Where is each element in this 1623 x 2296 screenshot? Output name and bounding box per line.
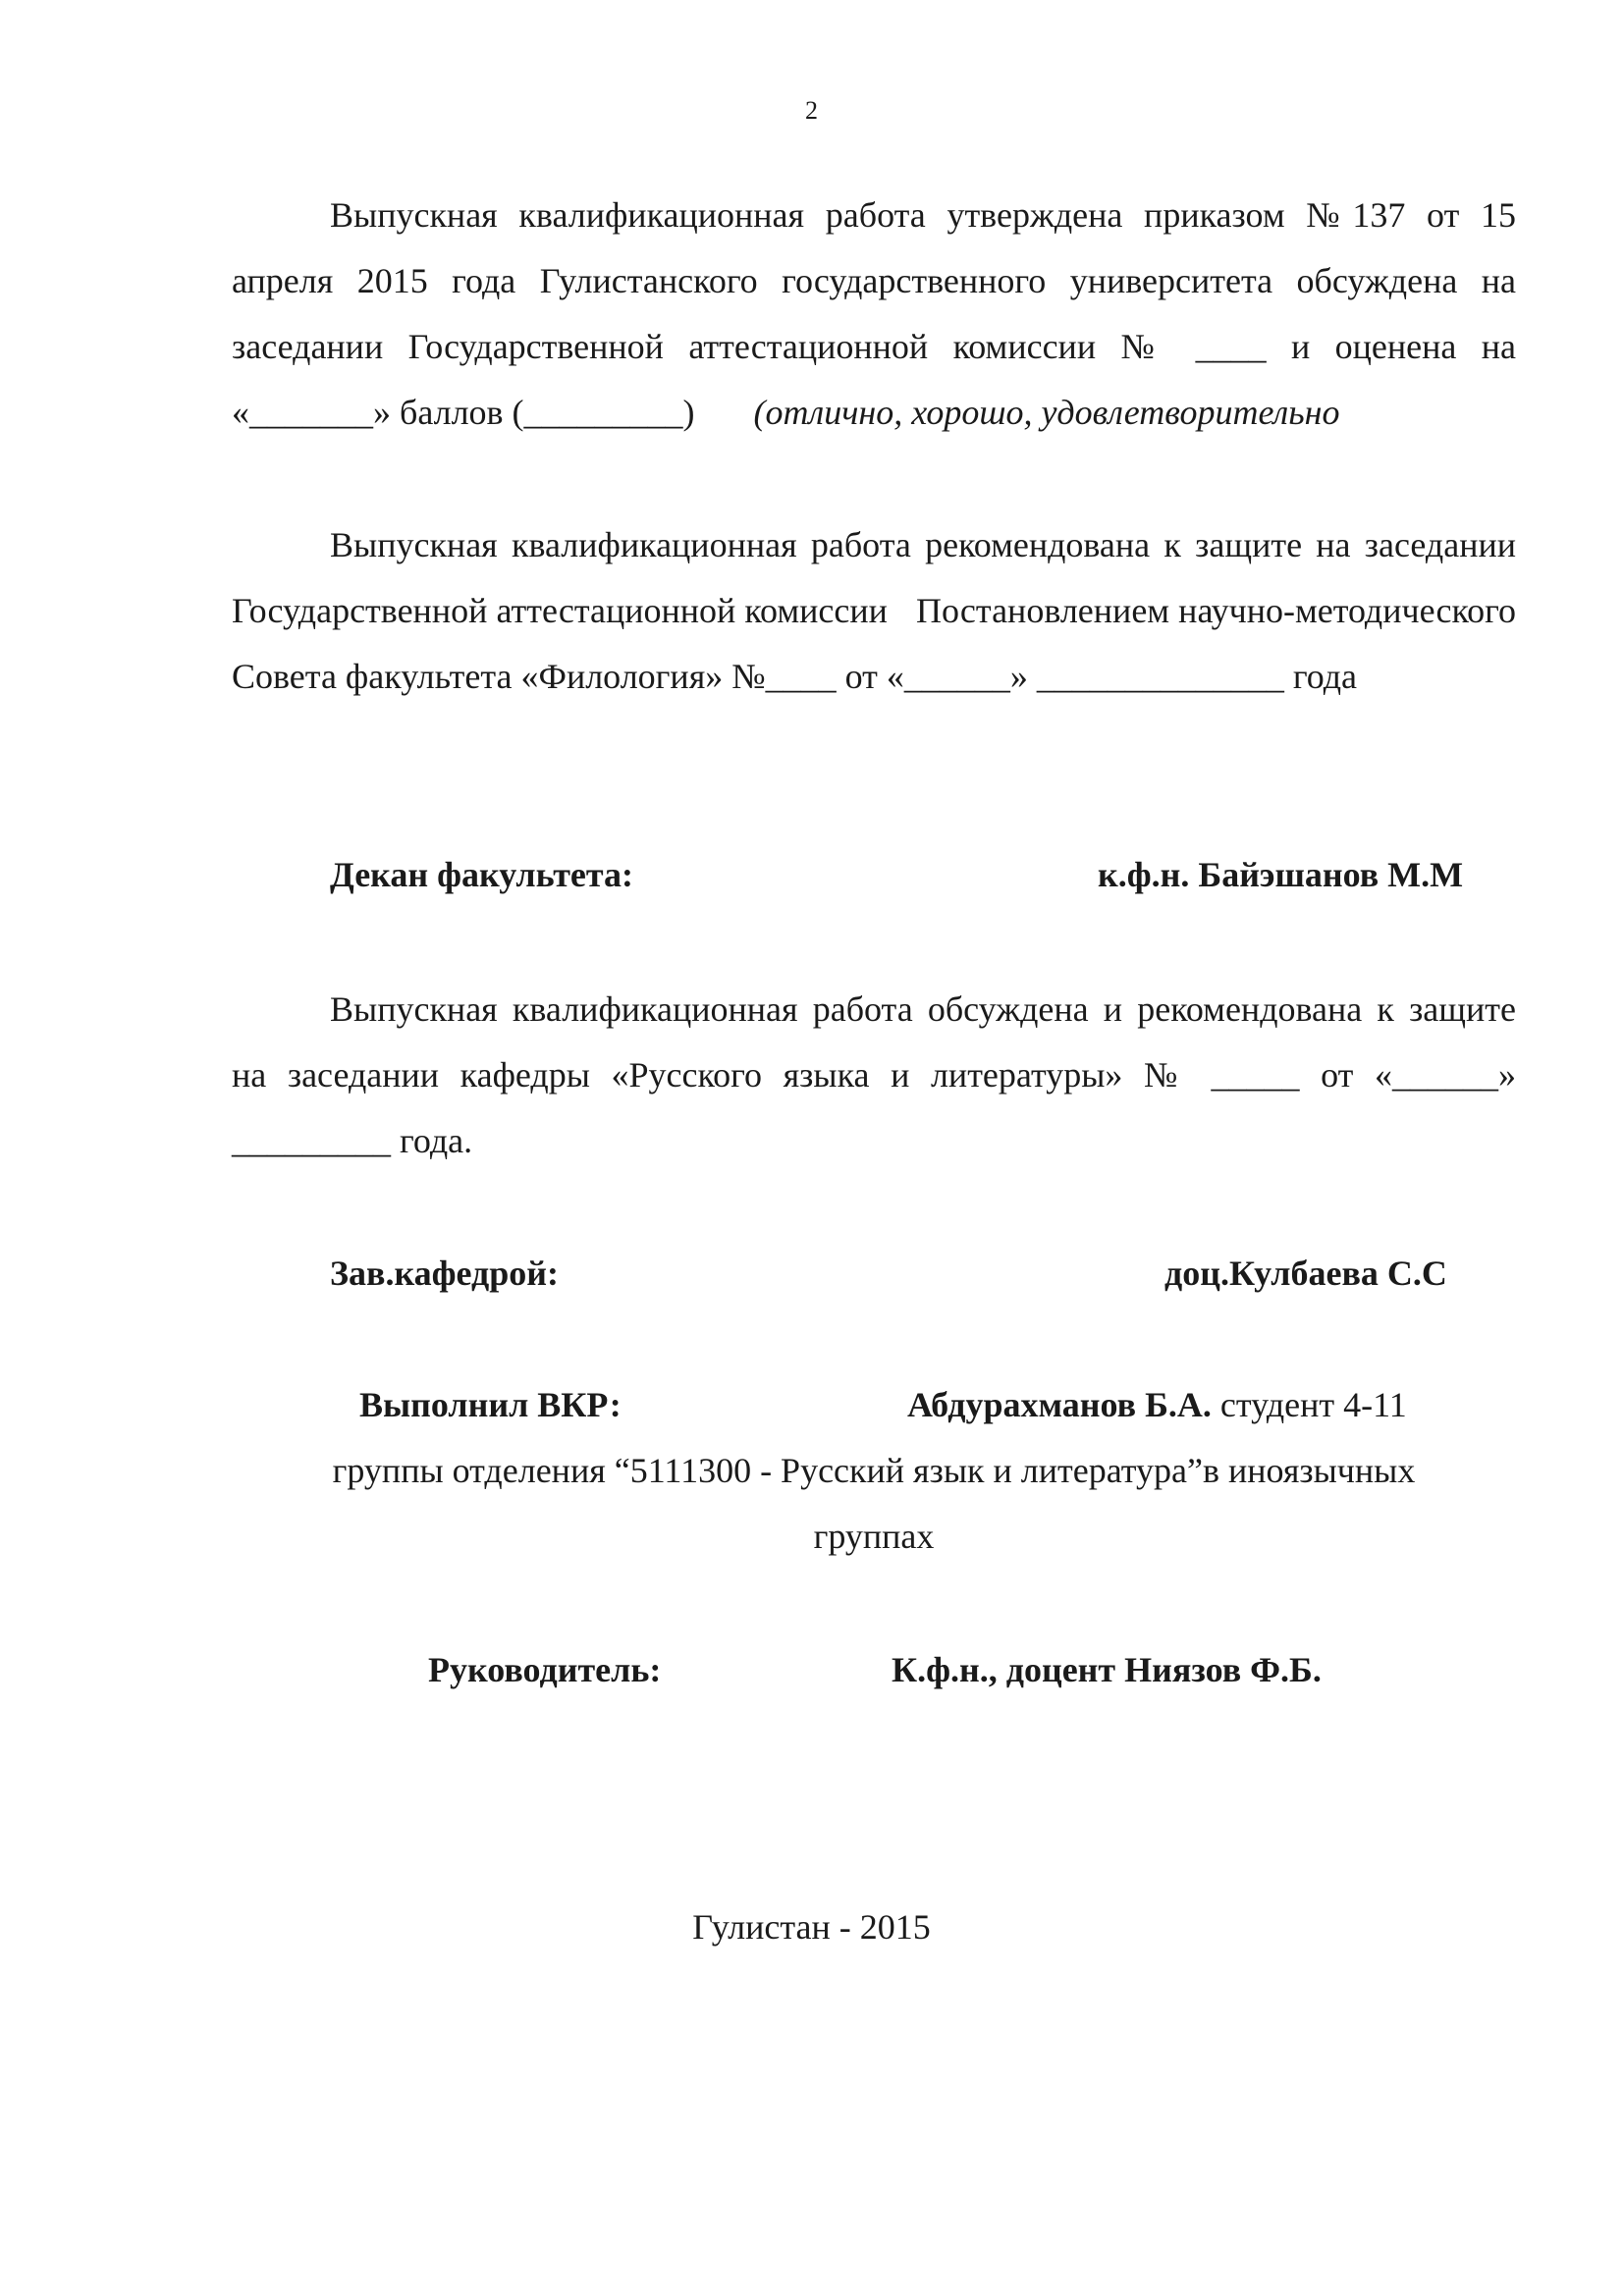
dean-label: Декан факультета: bbox=[330, 855, 634, 894]
grade-options-text: (отлично, хорошо, удовлетворительно bbox=[753, 393, 1340, 432]
author-label: Выполнил ВКР: bbox=[359, 1385, 622, 1424]
approval-paragraph bbox=[232, 183, 1516, 446]
author-block bbox=[232, 1372, 1516, 1570]
head-of-department-name: доц.Кулбаева С.С bbox=[1164, 1254, 1447, 1293]
supervisor-label: Руководитель: bbox=[428, 1650, 662, 1689]
department-text: Выпускная квалификационная работа обсуждена и рекомендована к защите на заседании кафедры «Русского языка и литературы» № _____ от «______» _________ года. bbox=[232, 989, 1516, 1160]
supervisor-name: К.ф.н., доцент Ниязов Ф.Б. bbox=[892, 1650, 1322, 1689]
approval-text: Выпускная квалификационная работа утверждена приказом №137 от 15 апреля 2015 года Гулистанского государственного университета обсуждена на заседании Государственной аттестационной комиссии № ____ и оценена на «_______» баллов (_________) bbox=[232, 195, 1516, 432]
department-paragraph bbox=[232, 977, 1516, 1174]
author-group-line: группы отделения “5111300 - Русский язык и литература”в иноязычных bbox=[332, 1451, 1416, 1490]
resolution-text: Постановлением научно-методического Совета факультета «Филология» №____ от «______» ______________ года bbox=[232, 591, 1517, 696]
head-of-department-label: Зав.кафедрой: bbox=[330, 1254, 560, 1293]
author-status: студент 4-11 bbox=[1211, 1385, 1407, 1424]
page-number: 2 bbox=[805, 96, 818, 125]
author-group-line-end: группах bbox=[813, 1517, 935, 1556]
recommendation-text: Выпускная квалификационная работа рекомендована к защите на заседании Государственной аттестационной комиссии bbox=[232, 525, 1516, 630]
dean-name: к.ф.н. Байэшанов М.М bbox=[1098, 855, 1464, 894]
recommendation-paragraph bbox=[232, 512, 1516, 710]
author-name: Абдурахманов Б.А. bbox=[907, 1385, 1212, 1424]
city-year: Гулистан - 2015 bbox=[692, 1907, 931, 1947]
